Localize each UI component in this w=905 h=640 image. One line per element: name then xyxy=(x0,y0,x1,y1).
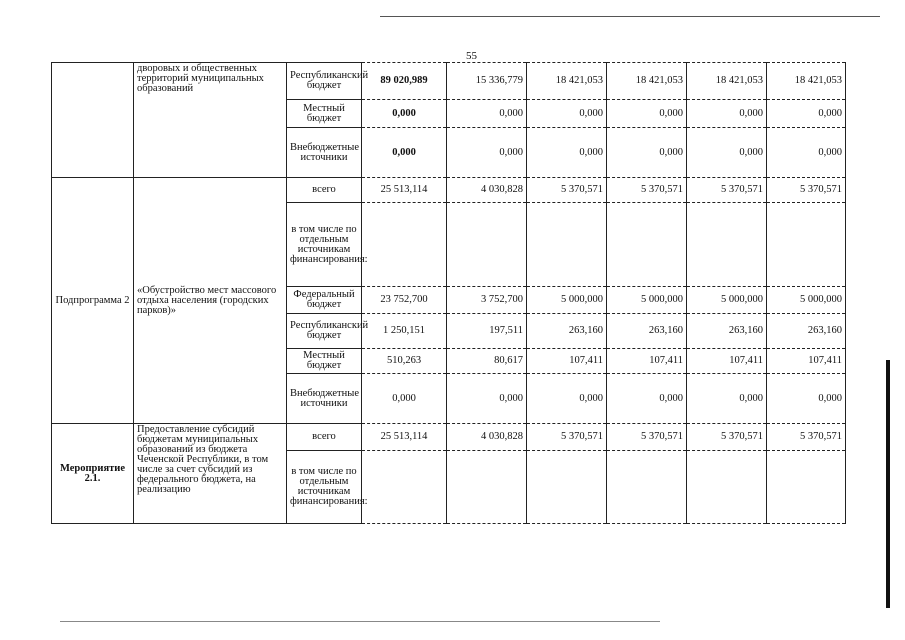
source-cell: Местный бюджет xyxy=(287,100,362,128)
table-row xyxy=(52,178,846,203)
value-cell: 5 000,000 xyxy=(527,287,607,314)
source-cell: Внебюджетные источники xyxy=(287,374,362,424)
value-cell: 0,000 xyxy=(607,100,687,128)
budget-table xyxy=(51,62,846,524)
subprogram-title: «Обустройство мест массового отдыха населения (городских парков)» xyxy=(134,178,287,424)
value-cell: 107,411 xyxy=(607,349,687,374)
value-cell: 0,000 xyxy=(767,128,846,178)
source-cell: Внебюджетные источники xyxy=(287,128,362,178)
value-cell: 5 000,000 xyxy=(607,287,687,314)
value-cell: 0,000 xyxy=(447,128,527,178)
subprogram-code: Подпрограмма 2 xyxy=(52,178,134,424)
empty-cell xyxy=(767,451,846,524)
value-cell: 510,263 xyxy=(362,349,447,374)
value-cell: 18 421,053 xyxy=(767,63,846,100)
value-cell: 25 513,114 xyxy=(362,424,447,451)
row-label: дворовых и общественных территорий муниципальных образований xyxy=(134,63,287,178)
value-cell: 0,000 xyxy=(767,374,846,424)
source-cell: всего xyxy=(287,424,362,451)
value-cell: 107,411 xyxy=(767,349,846,374)
source-cell: в том числе по отдельным источникам финансирования: xyxy=(287,451,362,524)
value-cell: 4 030,828 xyxy=(447,424,527,451)
value-cell: 0,000 xyxy=(447,374,527,424)
scan-artifact-bottom xyxy=(60,621,660,622)
empty-cell xyxy=(767,203,846,287)
value-cell: 0,000 xyxy=(362,128,447,178)
value-cell: 18 421,053 xyxy=(607,63,687,100)
value-cell: 0,000 xyxy=(687,128,767,178)
empty-cell xyxy=(362,451,447,524)
value-cell: 107,411 xyxy=(687,349,767,374)
value-cell: 0,000 xyxy=(527,128,607,178)
page-number: 55 xyxy=(466,50,477,62)
value-cell: 18 421,053 xyxy=(687,63,767,100)
empty-cell xyxy=(527,451,607,524)
empty-cell xyxy=(447,451,527,524)
code-cell xyxy=(52,63,134,178)
value-cell: 5 370,571 xyxy=(767,424,846,451)
value-cell: 15 336,779 xyxy=(447,63,527,100)
value-cell: 0,000 xyxy=(687,374,767,424)
value-cell: 1 250,151 xyxy=(362,314,447,349)
value-cell: 5 370,571 xyxy=(687,178,767,203)
value-cell: 23 752,700 xyxy=(362,287,447,314)
empty-cell xyxy=(687,203,767,287)
value-cell: 263,160 xyxy=(607,314,687,349)
value-cell: 5 000,000 xyxy=(767,287,846,314)
empty-cell xyxy=(607,203,687,287)
empty-cell xyxy=(527,203,607,287)
value-cell: 0,000 xyxy=(447,100,527,128)
value-cell: 5 000,000 xyxy=(687,287,767,314)
empty-cell xyxy=(362,203,447,287)
value-cell: 89 020,989 xyxy=(362,63,447,100)
value-cell: 0,000 xyxy=(687,100,767,128)
value-cell: 0,000 xyxy=(527,100,607,128)
activity-code: Мероприятие 2.1. xyxy=(52,424,134,524)
value-cell: 5 370,571 xyxy=(607,178,687,203)
value-cell: 263,160 xyxy=(527,314,607,349)
value-cell: 5 370,571 xyxy=(527,424,607,451)
empty-cell xyxy=(687,451,767,524)
value-cell: 0,000 xyxy=(362,374,447,424)
source-cell: в том числе по отдельным источникам финансирования: xyxy=(287,203,362,287)
value-cell: 3 752,700 xyxy=(447,287,527,314)
activity-title: Предоставление субсидий бюджетам муниципальных образований из бюджета Чеченской Республики, в том числе за счет субсидий из федерального бюджета, на реализацию xyxy=(134,424,287,524)
source-cell: Республиканский бюджет xyxy=(287,63,362,100)
table-row xyxy=(52,63,846,100)
table-row xyxy=(52,424,846,451)
value-cell: 263,160 xyxy=(767,314,846,349)
value-cell: 0,000 xyxy=(607,374,687,424)
scan-edge-bar xyxy=(886,360,890,608)
value-cell: 4 030,828 xyxy=(447,178,527,203)
value-cell: 80,617 xyxy=(447,349,527,374)
value-cell: 0,000 xyxy=(607,128,687,178)
value-cell: 5 370,571 xyxy=(527,178,607,203)
value-cell: 0,000 xyxy=(767,100,846,128)
value-cell: 18 421,053 xyxy=(527,63,607,100)
value-cell: 0,000 xyxy=(362,100,447,128)
source-cell: Местный бюджет xyxy=(287,349,362,374)
empty-cell xyxy=(447,203,527,287)
value-cell: 263,160 xyxy=(687,314,767,349)
empty-cell xyxy=(607,451,687,524)
value-cell: 25 513,114 xyxy=(362,178,447,203)
source-cell: Федеральный бюджет xyxy=(287,287,362,314)
source-cell: всего xyxy=(287,178,362,203)
source-cell: Республиканский бюджет xyxy=(287,314,362,349)
value-cell: 197,511 xyxy=(447,314,527,349)
value-cell: 5 370,571 xyxy=(607,424,687,451)
value-cell: 5 370,571 xyxy=(767,178,846,203)
value-cell: 107,411 xyxy=(527,349,607,374)
scan-artifact-top xyxy=(380,16,880,17)
value-cell: 0,000 xyxy=(527,374,607,424)
value-cell: 5 370,571 xyxy=(687,424,767,451)
